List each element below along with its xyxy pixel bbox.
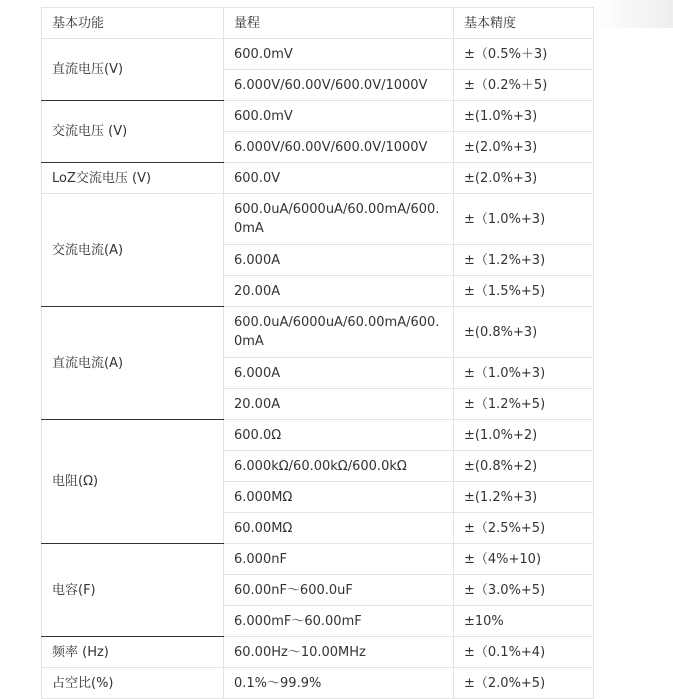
- range-cell: 6.000mF～60.00mF: [224, 606, 454, 637]
- page-edge-shade: [593, 0, 673, 28]
- range-cell: 6.000V/60.00V/600.0V/1000V: [224, 70, 454, 101]
- accuracy-cell: ±(1.0%+2): [454, 420, 594, 451]
- table-header-row: [42, 8, 594, 39]
- function-cell: 交流电流(A): [42, 194, 224, 307]
- table-row: [42, 637, 594, 668]
- function-cell: 交流电压 (V): [42, 101, 224, 163]
- range-cell: 60.00MΩ: [224, 513, 454, 544]
- spec-table: [41, 7, 594, 699]
- range-cell: 6.000MΩ: [224, 482, 454, 513]
- range-cell: 6.000nF: [224, 544, 454, 575]
- accuracy-cell: ±（0.2%＋5): [454, 70, 594, 101]
- function-cell: 直流电压(V): [42, 39, 224, 101]
- range-cell: 600.0mV: [224, 101, 454, 132]
- accuracy-cell: ±(0.8%+3): [454, 307, 594, 358]
- accuracy-cell: ±（2.5%+5): [454, 513, 594, 544]
- accuracy-cell: ±（1.0%+3): [454, 358, 594, 389]
- table-row: [42, 101, 594, 132]
- range-cell: 6.000kΩ/60.00kΩ/600.0kΩ: [224, 451, 454, 482]
- accuracy-cell: ±（1.2%+5): [454, 389, 594, 420]
- accuracy-cell: ±(2.0%+3): [454, 163, 594, 194]
- accuracy-cell: ±（1.2%+3): [454, 245, 594, 276]
- function-cell: 电阻(Ω): [42, 420, 224, 544]
- range-cell: 0.1%～99.9%: [224, 668, 454, 699]
- accuracy-cell: ±(2.0%+3): [454, 132, 594, 163]
- header-accuracy: 基本精度: [454, 8, 594, 39]
- accuracy-cell: ±(1.2%+3): [454, 482, 594, 513]
- range-cell: 6.000V/60.00V/600.0V/1000V: [224, 132, 454, 163]
- range-cell: 600.0Ω: [224, 420, 454, 451]
- range-cell: 600.0V: [224, 163, 454, 194]
- range-cell: 600.0uA/6000uA/60.00mA/600.0mA: [224, 307, 454, 358]
- range-cell: 6.000A: [224, 358, 454, 389]
- range-cell: 600.0uA/6000uA/60.00mA/600.0mA: [224, 194, 454, 245]
- accuracy-cell: ±10%: [454, 606, 594, 637]
- range-cell: 600.0mV: [224, 39, 454, 70]
- range-cell: 6.000A: [224, 245, 454, 276]
- accuracy-cell: ±（1.5%+5): [454, 276, 594, 307]
- function-cell: 占空比(%): [42, 668, 224, 699]
- table-row: [42, 39, 594, 70]
- table-row: [42, 544, 594, 575]
- function-cell: 电容(F): [42, 544, 224, 637]
- accuracy-cell: ±(1.0%+3): [454, 101, 594, 132]
- accuracy-cell: ±（2.0%+5): [454, 668, 594, 699]
- range-cell: 60.00nF～600.0uF: [224, 575, 454, 606]
- table-row: [42, 194, 594, 245]
- range-cell: 20.00A: [224, 389, 454, 420]
- accuracy-cell: ±（0.1%+4): [454, 637, 594, 668]
- accuracy-cell: ±（4%+10): [454, 544, 594, 575]
- accuracy-cell: ±(0.8%+2): [454, 451, 594, 482]
- table-row: [42, 668, 594, 699]
- function-cell: LoZ交流电压 (V): [42, 163, 224, 194]
- accuracy-cell: ±（3.0%+5): [454, 575, 594, 606]
- table-row: [42, 163, 594, 194]
- table-row: [42, 420, 594, 451]
- header-range: 量程: [224, 8, 454, 39]
- range-cell: 20.00A: [224, 276, 454, 307]
- range-cell: 60.00Hz～10.00MHz: [224, 637, 454, 668]
- accuracy-cell: ±（0.5%＋3): [454, 39, 594, 70]
- function-cell: 直流电流(A): [42, 307, 224, 420]
- header-function: 基本功能: [42, 8, 224, 39]
- function-cell: 频率 (Hz): [42, 637, 224, 668]
- table-row: [42, 307, 594, 358]
- accuracy-cell: ±（1.0%+3): [454, 194, 594, 245]
